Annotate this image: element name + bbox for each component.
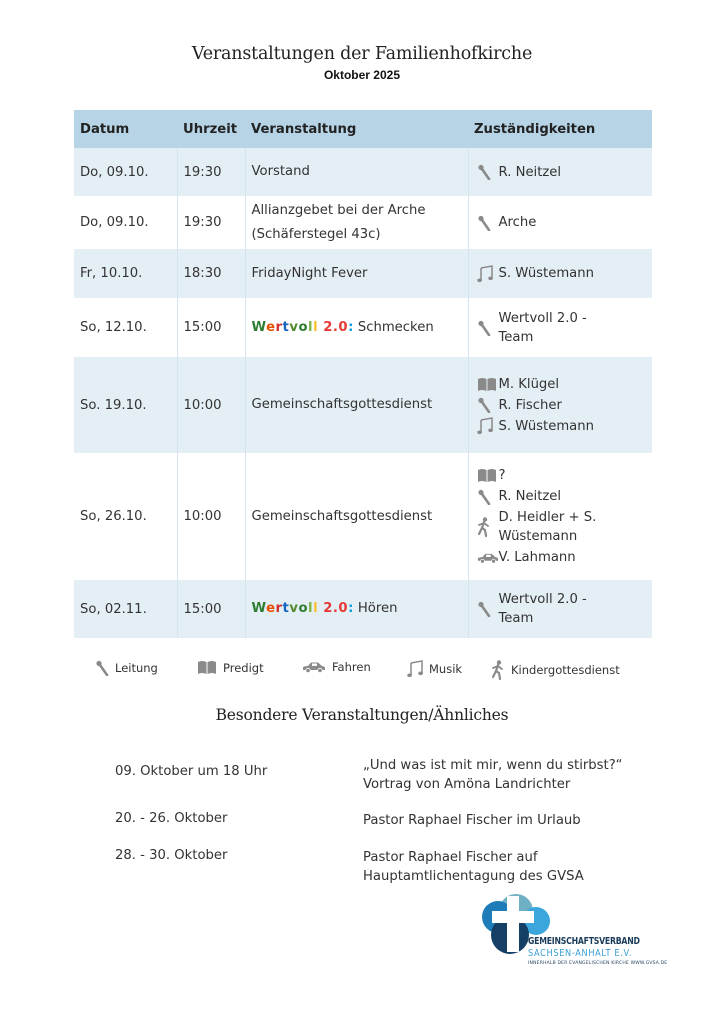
special-event-date: 09. Oktober um 18 Uhr bbox=[115, 764, 268, 779]
responsibility-entry bbox=[475, 375, 647, 394]
special-event-text: „Und was ist mit mir, wenn du stirbst?“ Vortrag von Amöna Landrichter bbox=[363, 758, 623, 792]
microphone-icon bbox=[95, 660, 112, 676]
table-row bbox=[74, 453, 652, 580]
book-icon bbox=[477, 467, 499, 485]
legend-label: Leitung bbox=[115, 661, 158, 675]
book-icon bbox=[197, 660, 220, 675]
cell-responsibilities bbox=[468, 357, 652, 453]
cell-date: Do, 09.10. bbox=[74, 148, 177, 196]
cell-time: 15:00 bbox=[177, 298, 245, 357]
responsible-person: Arche bbox=[498, 215, 537, 230]
cell-date: Do, 09.10. bbox=[74, 196, 177, 249]
cell-responsibilities bbox=[468, 148, 652, 196]
logo-line-1: GEMEINSCHAFTSVERBAND bbox=[528, 936, 640, 947]
table-header-row bbox=[74, 110, 652, 148]
responsible-person: V. Lahmann bbox=[498, 550, 576, 565]
book-icon bbox=[477, 375, 499, 393]
table-row bbox=[74, 580, 652, 638]
special-event-text: Pastor Raphael Fischer auf Hauptamtlichentagung des GVSA bbox=[363, 850, 584, 884]
cell-time: 18:30 bbox=[177, 249, 245, 298]
legend-item-musik bbox=[407, 660, 462, 678]
responsible-person: ? bbox=[498, 468, 506, 483]
schedule-table bbox=[74, 110, 652, 638]
table-row bbox=[74, 357, 652, 453]
responsible-person: R. Fischer bbox=[498, 397, 562, 413]
cell-event bbox=[245, 196, 468, 249]
car-icon bbox=[302, 661, 329, 673]
event-name: Gemeinschaftsgottesdienst bbox=[251, 508, 433, 524]
cell-event bbox=[245, 453, 468, 580]
cell-date: Fr, 10.10. bbox=[74, 249, 177, 298]
cell-event bbox=[245, 298, 468, 357]
table-row bbox=[74, 298, 652, 357]
column-header-date: Datum bbox=[74, 110, 177, 148]
responsibility-entry bbox=[475, 309, 647, 347]
responsibility-entry bbox=[475, 264, 647, 283]
special-event-date: 28. - 30. Oktober bbox=[115, 848, 228, 863]
microphone-icon bbox=[477, 163, 499, 181]
column-header-time: Uhrzeit bbox=[177, 110, 245, 148]
running-child-icon bbox=[477, 518, 499, 536]
cell-responsibilities bbox=[468, 298, 652, 357]
icon-legend bbox=[0, 660, 724, 678]
running-child-icon bbox=[491, 660, 508, 680]
cell-time: 15:00 bbox=[177, 580, 245, 638]
logo-line-2: SACHSEN-ANHALT E.V. bbox=[528, 948, 632, 959]
cell-time: 19:30 bbox=[177, 196, 245, 249]
cell-responsibilities bbox=[468, 580, 652, 638]
special-event-date: 20. - 26. Oktober bbox=[115, 811, 228, 826]
car-icon bbox=[477, 549, 499, 567]
cell-time: 10:00 bbox=[177, 453, 245, 580]
legend-item-predigt bbox=[197, 660, 264, 675]
responsible-person: R. Neitzel bbox=[498, 489, 562, 504]
responsibility-entry bbox=[475, 417, 647, 436]
responsibility-entry bbox=[475, 466, 647, 485]
responsibility-entry bbox=[475, 396, 647, 415]
cell-date: So, 02.11. bbox=[74, 580, 177, 638]
music-note-icon bbox=[477, 417, 499, 435]
responsible-person: Wertvoll 2.0 - Team bbox=[498, 592, 587, 626]
legend-item-kindergottesdienst bbox=[491, 660, 620, 680]
legend-item-fahren bbox=[302, 660, 371, 674]
legend-label: Kindergottesdienst bbox=[511, 663, 620, 677]
legend-label: Musik bbox=[429, 662, 463, 676]
microphone-icon bbox=[477, 600, 499, 618]
special-event-text: Pastor Raphael Fischer im Urlaub bbox=[363, 813, 581, 828]
responsibility-entry bbox=[475, 487, 647, 506]
responsibility-entry bbox=[475, 163, 647, 182]
event-name: Allianzgebet bei der Arche bbox=[251, 202, 426, 218]
responsible-person: S. Wüstemann bbox=[498, 266, 594, 281]
event-name: Gemeinschaftsgottesdienst bbox=[251, 397, 433, 412]
wertvoll-brand-label: Wertvoll 2.0: bbox=[251, 601, 354, 616]
wertvoll-brand-label: Wertvoll 2.0: bbox=[251, 319, 354, 335]
legend-item-leitung bbox=[95, 660, 158, 676]
cell-responsibilities bbox=[468, 453, 652, 580]
microphone-icon bbox=[477, 396, 499, 414]
cell-time: 10:00 bbox=[177, 357, 245, 453]
table-row bbox=[74, 196, 652, 249]
responsible-person: R. Neitzel bbox=[498, 164, 562, 180]
event-name: Hören bbox=[357, 601, 398, 616]
responsibility-entry bbox=[475, 213, 647, 232]
page-subtitle: Oktober 2025 bbox=[323, 68, 401, 82]
event-name: Vorstand bbox=[251, 164, 310, 179]
cell-event bbox=[245, 148, 468, 196]
microphone-icon bbox=[477, 488, 499, 506]
music-note-icon bbox=[477, 265, 499, 283]
responsible-person: Wertvoll 2.0 - Team bbox=[498, 310, 587, 345]
page-title: Veranstaltungen der Familienhofkirche bbox=[191, 44, 533, 64]
responsible-person: D. Heidler + S. Wüstemann bbox=[498, 510, 597, 544]
cell-event bbox=[245, 580, 468, 638]
gvsa-logo bbox=[478, 893, 668, 973]
responsibility-entry bbox=[475, 590, 647, 628]
column-header-responsibilities: Zuständigkeiten bbox=[468, 110, 652, 148]
event-name: Schmecken bbox=[357, 319, 434, 335]
cell-responsibilities bbox=[468, 249, 652, 298]
table-row bbox=[74, 148, 652, 196]
logo-line-3: INNERHALB DER EVANGELISCHEN KIRCHE WWW.GVSA.DE bbox=[528, 961, 668, 966]
music-note-icon bbox=[407, 660, 426, 678]
responsible-person: M. Klügel bbox=[498, 376, 560, 392]
responsible-person: S. Wüstemann bbox=[498, 418, 594, 434]
event-name: (Schäferstegel 43c) bbox=[251, 226, 381, 242]
column-header-event: Veranstaltung bbox=[245, 110, 468, 148]
cell-event bbox=[245, 249, 468, 298]
cell-date: So, 12.10. bbox=[74, 298, 177, 357]
event-name: FridayNight Fever bbox=[251, 265, 368, 281]
microphone-icon bbox=[477, 214, 499, 232]
cell-responsibilities bbox=[468, 196, 652, 249]
cell-date: So, 26.10. bbox=[74, 453, 177, 580]
responsibility-entry bbox=[475, 508, 647, 546]
legend-label: Predigt bbox=[223, 660, 264, 675]
table-row bbox=[74, 249, 652, 298]
special-events-heading: Besondere Veranstaltungen/Ähnliches bbox=[215, 706, 509, 724]
cell-event bbox=[245, 357, 468, 453]
cell-date: So. 19.10. bbox=[74, 357, 177, 453]
responsibility-entry bbox=[475, 548, 647, 567]
microphone-icon bbox=[477, 319, 499, 337]
legend-label: Fahren bbox=[332, 660, 371, 674]
cell-time: 19:30 bbox=[177, 148, 245, 196]
